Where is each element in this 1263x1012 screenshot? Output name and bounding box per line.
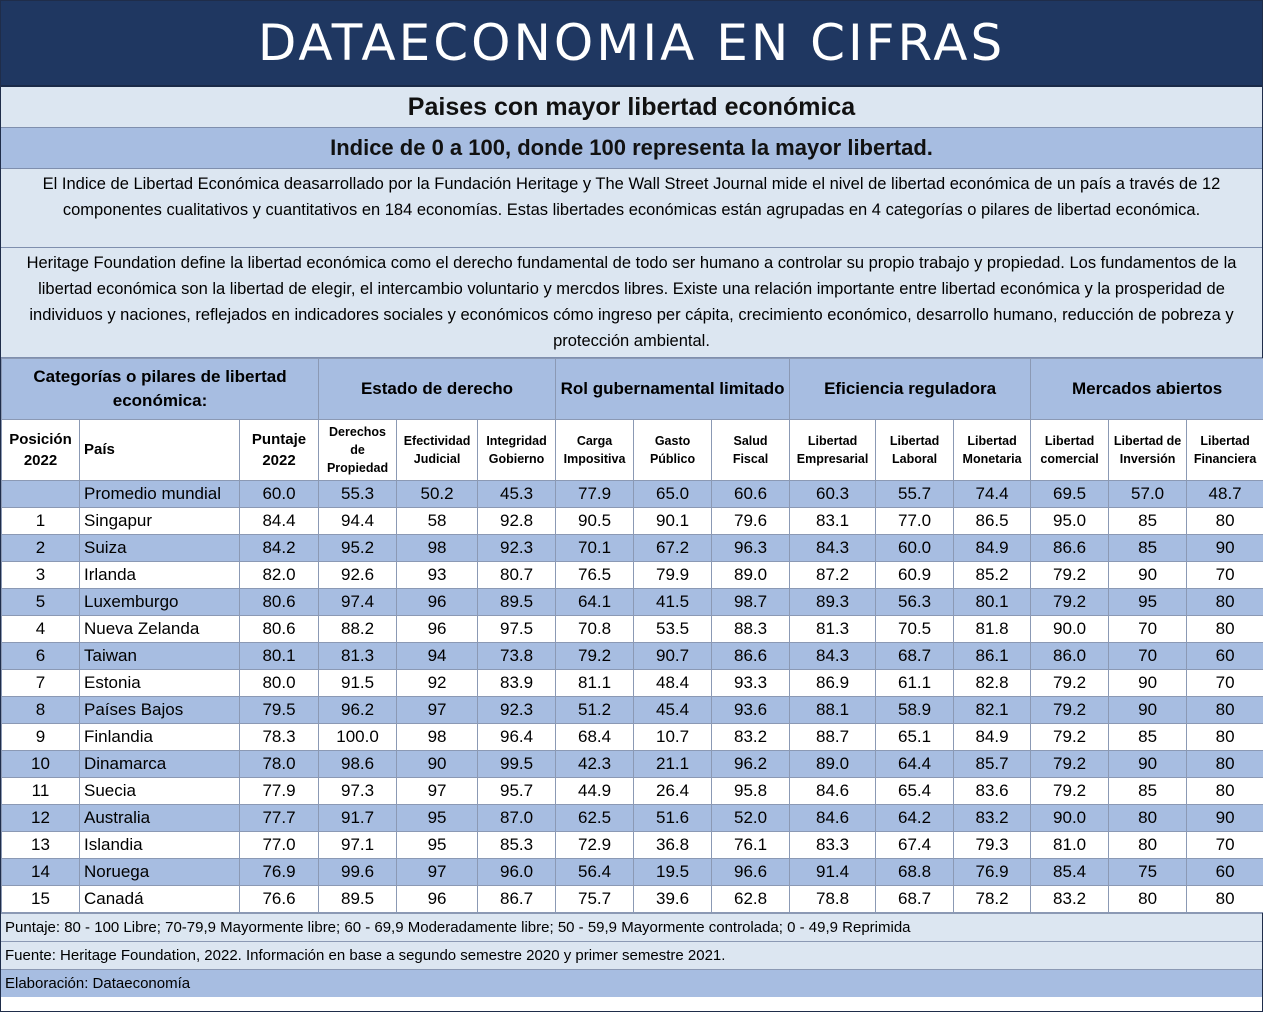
cell-fiscal: 89.0 — [712, 562, 790, 589]
cell-country: Nueva Zelanda — [80, 616, 240, 643]
cell-monetary: 85.7 — [954, 751, 1031, 778]
cell-investment: 95 — [1109, 589, 1187, 616]
cell-judicial: 98 — [397, 535, 478, 562]
cell-business: 88.1 — [790, 697, 876, 724]
col-country: País — [80, 420, 240, 481]
source-note: Fuente: Heritage Foundation, 2022. Información en base a segundo semestre 2020 y primer semestre 2021. — [1, 941, 1262, 969]
table-row — [2, 859, 1263, 886]
cell-fiscal: 62.8 — [712, 886, 790, 913]
cell-country: Noruega — [80, 859, 240, 886]
cell-fiscal: 96.3 — [712, 535, 790, 562]
table-row — [2, 562, 1263, 589]
cell-tax: 64.1 — [556, 589, 634, 616]
cell-labor: 64.2 — [876, 805, 954, 832]
cell-labor: 56.3 — [876, 589, 954, 616]
cell-fiscal: 93.3 — [712, 670, 790, 697]
cell-financial: 70 — [1187, 832, 1263, 859]
cell-judicial: 95 — [397, 832, 478, 859]
cell-judicial: 95 — [397, 805, 478, 832]
cell-trade: 83.2 — [1031, 886, 1109, 913]
table-row — [2, 805, 1263, 832]
cell-judicial: 90 — [397, 751, 478, 778]
cell-property: 55.3 — [319, 481, 397, 508]
cell-property: 96.2 — [319, 697, 397, 724]
col-business: Libertad Empresarial — [790, 420, 876, 481]
cell-labor: 58.9 — [876, 697, 954, 724]
cell-pos: 13 — [2, 832, 80, 859]
cell-integrity: 83.9 — [478, 670, 556, 697]
cell-score: 60.0 — [240, 481, 319, 508]
col-score: Puntaje 2022 — [240, 420, 319, 481]
cell-pos: 10 — [2, 751, 80, 778]
cell-property: 89.5 — [319, 886, 397, 913]
cell-judicial: 97 — [397, 697, 478, 724]
cell-investment: 80 — [1109, 886, 1187, 913]
cell-fiscal: 76.1 — [712, 832, 790, 859]
cell-investment: 85 — [1109, 778, 1187, 805]
col-integrity: Integridad Gobierno — [478, 420, 556, 481]
cell-pos: 2 — [2, 535, 80, 562]
cell-trade: 79.2 — [1031, 589, 1109, 616]
cell-score: 77.7 — [240, 805, 319, 832]
cell-tax: 68.4 — [556, 724, 634, 751]
table-row — [2, 724, 1263, 751]
cell-labor: 60.9 — [876, 562, 954, 589]
cell-country: Suecia — [80, 778, 240, 805]
cell-pos: 9 — [2, 724, 80, 751]
cell-investment: 90 — [1109, 697, 1187, 724]
cell-country: Taiwan — [80, 643, 240, 670]
cell-spending: 19.5 — [634, 859, 712, 886]
cell-trade: 95.0 — [1031, 508, 1109, 535]
cell-labor: 55.7 — [876, 481, 954, 508]
cell-trade: 81.0 — [1031, 832, 1109, 859]
cell-score: 80.0 — [240, 670, 319, 697]
cell-investment: 70 — [1109, 616, 1187, 643]
cell-investment: 90 — [1109, 751, 1187, 778]
cell-financial: 60 — [1187, 859, 1263, 886]
cell-labor: 68.7 — [876, 886, 954, 913]
cell-fiscal: 98.7 — [712, 589, 790, 616]
group-gov-size: Rol gubernamental limitado — [556, 359, 790, 420]
average-row — [2, 481, 1263, 508]
table-row — [2, 670, 1263, 697]
cell-integrity: 87.0 — [478, 805, 556, 832]
cell-property: 88.2 — [319, 616, 397, 643]
cell-labor: 77.0 — [876, 508, 954, 535]
col-financial: Libertad Financiera — [1187, 420, 1263, 481]
cell-business: 87.2 — [790, 562, 876, 589]
cell-trade: 79.2 — [1031, 778, 1109, 805]
credit-note: Elaboración: Dataeconomía — [1, 969, 1262, 997]
cell-monetary: 86.1 — [954, 643, 1031, 670]
cell-property: 98.6 — [319, 751, 397, 778]
cell-business: 88.7 — [790, 724, 876, 751]
col-fiscal: Salud Fiscal — [712, 420, 790, 481]
cell-business: 78.8 — [790, 886, 876, 913]
cell-score: 78.3 — [240, 724, 319, 751]
cell-business: 89.3 — [790, 589, 876, 616]
cell-spending: 45.4 — [634, 697, 712, 724]
page-subtitle: Indice de 0 a 100, donde 100 representa la mayor libertad. — [1, 128, 1262, 169]
col-investment: Libertad de Inversión — [1109, 420, 1187, 481]
cell-monetary: 76.9 — [954, 859, 1031, 886]
cell-score: 84.2 — [240, 535, 319, 562]
cell-spending: 48.4 — [634, 670, 712, 697]
cell-pos — [2, 481, 80, 508]
cell-property: 97.1 — [319, 832, 397, 859]
cell-judicial: 96 — [397, 616, 478, 643]
cell-financial: 80 — [1187, 589, 1263, 616]
cell-spending: 53.5 — [634, 616, 712, 643]
cell-property: 91.7 — [319, 805, 397, 832]
cell-judicial: 58 — [397, 508, 478, 535]
cell-business: 81.3 — [790, 616, 876, 643]
cell-score: 76.6 — [240, 886, 319, 913]
cell-monetary: 84.9 — [954, 724, 1031, 751]
cell-score: 82.0 — [240, 562, 319, 589]
cell-tax: 72.9 — [556, 832, 634, 859]
cell-integrity: 86.7 — [478, 886, 556, 913]
cell-spending: 90.7 — [634, 643, 712, 670]
table-row — [2, 589, 1263, 616]
cell-financial: 80 — [1187, 616, 1263, 643]
cell-pos: 8 — [2, 697, 80, 724]
cell-investment: 80 — [1109, 805, 1187, 832]
cell-labor: 68.8 — [876, 859, 954, 886]
cell-investment: 85 — [1109, 535, 1187, 562]
cell-property: 97.4 — [319, 589, 397, 616]
table-row — [2, 535, 1263, 562]
cell-integrity: 80.7 — [478, 562, 556, 589]
cell-fiscal: 52.0 — [712, 805, 790, 832]
cell-financial: 80 — [1187, 508, 1263, 535]
cell-financial: 60 — [1187, 643, 1263, 670]
cell-property: 97.3 — [319, 778, 397, 805]
cell-investment: 75 — [1109, 859, 1187, 886]
cell-trade: 85.4 — [1031, 859, 1109, 886]
cell-monetary: 78.2 — [954, 886, 1031, 913]
cell-tax: 51.2 — [556, 697, 634, 724]
group-pillars: Categorías o pilares de libertad económica: — [2, 359, 319, 420]
cell-labor: 65.1 — [876, 724, 954, 751]
table-row — [2, 616, 1263, 643]
cell-integrity: 92.8 — [478, 508, 556, 535]
cell-monetary: 74.4 — [954, 481, 1031, 508]
cell-country: Irlanda — [80, 562, 240, 589]
cell-investment: 85 — [1109, 724, 1187, 751]
cell-property: 99.6 — [319, 859, 397, 886]
cell-business: 84.3 — [790, 535, 876, 562]
cell-financial: 80 — [1187, 724, 1263, 751]
cell-spending: 41.5 — [634, 589, 712, 616]
col-tax: Carga Impositiva — [556, 420, 634, 481]
cell-country: Suiza — [80, 535, 240, 562]
cell-fiscal: 96.6 — [712, 859, 790, 886]
table-row — [2, 697, 1263, 724]
cell-investment: 80 — [1109, 832, 1187, 859]
cell-investment: 85 — [1109, 508, 1187, 535]
cell-tax: 77.9 — [556, 481, 634, 508]
cell-trade: 90.0 — [1031, 805, 1109, 832]
col-labor: Libertad Laboral — [876, 420, 954, 481]
cell-investment: 70 — [1109, 643, 1187, 670]
cell-country: Australia — [80, 805, 240, 832]
banner-title: DATAECONOMIA EN CIFRAS — [1, 1, 1262, 87]
cell-financial: 70 — [1187, 562, 1263, 589]
table-row — [2, 778, 1263, 805]
cell-tax: 79.2 — [556, 643, 634, 670]
cell-tax: 44.9 — [556, 778, 634, 805]
cell-integrity: 99.5 — [478, 751, 556, 778]
cell-trade: 79.2 — [1031, 751, 1109, 778]
table-row — [2, 886, 1263, 913]
cell-labor: 65.4 — [876, 778, 954, 805]
cell-tax: 70.8 — [556, 616, 634, 643]
cell-monetary: 82.8 — [954, 670, 1031, 697]
cell-monetary: 82.1 — [954, 697, 1031, 724]
cell-spending: 51.6 — [634, 805, 712, 832]
cell-pos: 3 — [2, 562, 80, 589]
cell-tax: 70.1 — [556, 535, 634, 562]
table-row — [2, 508, 1263, 535]
cell-pos: 5 — [2, 589, 80, 616]
cell-tax: 90.5 — [556, 508, 634, 535]
cell-monetary: 81.8 — [954, 616, 1031, 643]
cell-labor: 68.7 — [876, 643, 954, 670]
cell-pos: 14 — [2, 859, 80, 886]
cell-tax: 75.7 — [556, 886, 634, 913]
cell-investment: 57.0 — [1109, 481, 1187, 508]
cell-fiscal: 60.6 — [712, 481, 790, 508]
cell-spending: 36.8 — [634, 832, 712, 859]
cell-monetary: 86.5 — [954, 508, 1031, 535]
cell-business: 91.4 — [790, 859, 876, 886]
cell-fiscal: 95.8 — [712, 778, 790, 805]
cell-judicial: 97 — [397, 859, 478, 886]
cell-judicial: 98 — [397, 724, 478, 751]
cell-labor: 67.4 — [876, 832, 954, 859]
definition-paragraph: Heritage Foundation define la libertad económica como el derecho fundamental de todo ser humano a controlar su propio trabajo y propiedad. Los fundamentos de la libertad económica son la libertad de elegir, el intercambio voluntario y mercdos libres. Existe una relación importante entre libertad económica y la prosperidad de individuos y naciones, reflejados en indicadores sociales y económicos cómo ingreso per cápita, crecimiento económico, desarrollo humano, reducción de pobreza y protección ambiental. — [1, 248, 1262, 358]
col-monetary: Libertad Monetaria — [954, 420, 1031, 481]
cell-property: 94.4 — [319, 508, 397, 535]
cell-labor: 60.0 — [876, 535, 954, 562]
cell-fiscal: 86.6 — [712, 643, 790, 670]
cell-integrity: 92.3 — [478, 535, 556, 562]
cell-country: Estonia — [80, 670, 240, 697]
cell-fiscal: 96.2 — [712, 751, 790, 778]
cell-pos: 4 — [2, 616, 80, 643]
cell-fiscal: 83.2 — [712, 724, 790, 751]
cell-trade: 79.2 — [1031, 670, 1109, 697]
cell-business: 84.6 — [790, 805, 876, 832]
cell-tax: 62.5 — [556, 805, 634, 832]
cell-spending: 90.1 — [634, 508, 712, 535]
cell-score: 80.6 — [240, 589, 319, 616]
cell-trade: 79.2 — [1031, 697, 1109, 724]
col-judicial: Efectividad Judicial — [397, 420, 478, 481]
cell-judicial: 97 — [397, 778, 478, 805]
cell-judicial: 92 — [397, 670, 478, 697]
cell-country: Singapur — [80, 508, 240, 535]
cell-property: 81.3 — [319, 643, 397, 670]
cell-pos: 7 — [2, 670, 80, 697]
cell-spending: 21.1 — [634, 751, 712, 778]
cell-spending: 26.4 — [634, 778, 712, 805]
cell-monetary: 84.9 — [954, 535, 1031, 562]
cell-tax: 81.1 — [556, 670, 634, 697]
cell-fiscal: 79.6 — [712, 508, 790, 535]
cell-score: 84.4 — [240, 508, 319, 535]
cell-fiscal: 88.3 — [712, 616, 790, 643]
intro-paragraph: El Indice de Libertad Económica deasarrollado por la Fundación Heritage y The Wall Street Journal mide el nivel de libertad económica de un país a través de 12 componentes cualitativos y cuantitativos en 184 economías. Estas libertades económicas están agrupadas en 4 categorías o pilares de libertad económica. — [1, 169, 1262, 248]
cell-financial: 80 — [1187, 886, 1263, 913]
cell-business: 83.3 — [790, 832, 876, 859]
cell-spending: 10.7 — [634, 724, 712, 751]
cell-score: 76.9 — [240, 859, 319, 886]
cell-financial: 70 — [1187, 670, 1263, 697]
cell-score: 80.1 — [240, 643, 319, 670]
cell-integrity: 95.7 — [478, 778, 556, 805]
cell-judicial: 96 — [397, 589, 478, 616]
table-body — [2, 481, 1263, 913]
cell-financial: 80 — [1187, 697, 1263, 724]
page-title: Paises con mayor libertad económica — [1, 87, 1262, 128]
cell-pos: 15 — [2, 886, 80, 913]
cell-investment: 90 — [1109, 670, 1187, 697]
cell-monetary: 83.2 — [954, 805, 1031, 832]
cell-fiscal: 93.6 — [712, 697, 790, 724]
cell-investment: 90 — [1109, 562, 1187, 589]
cell-country: Promedio mundial — [80, 481, 240, 508]
cell-spending: 79.9 — [634, 562, 712, 589]
cell-financial: 80 — [1187, 778, 1263, 805]
cell-integrity: 45.3 — [478, 481, 556, 508]
cell-trade: 79.2 — [1031, 724, 1109, 751]
cell-score: 80.6 — [240, 616, 319, 643]
table-row — [2, 832, 1263, 859]
cell-tax: 56.4 — [556, 859, 634, 886]
cell-judicial: 94 — [397, 643, 478, 670]
cell-score: 78.0 — [240, 751, 319, 778]
cell-integrity: 85.3 — [478, 832, 556, 859]
cell-business: 83.1 — [790, 508, 876, 535]
group-rule-of-law: Estado de derecho — [319, 359, 556, 420]
cell-trade: 79.2 — [1031, 562, 1109, 589]
score-legend: Puntaje: 80 - 100 Libre; 70-79,9 Mayormente libre; 60 - 69,9 Moderadamente libre; 50 - 59,9 Mayormente controlada; 0 - 49,9 Reprimida — [1, 913, 1262, 941]
table-row — [2, 751, 1263, 778]
cell-judicial: 96 — [397, 886, 478, 913]
cell-tax: 42.3 — [556, 751, 634, 778]
cell-country: Canadá — [80, 886, 240, 913]
cell-country: Luxemburgo — [80, 589, 240, 616]
cell-monetary: 80.1 — [954, 589, 1031, 616]
cell-integrity: 97.5 — [478, 616, 556, 643]
cell-financial: 90 — [1187, 535, 1263, 562]
cell-pos: 1 — [2, 508, 80, 535]
col-spending: Gasto Público — [634, 420, 712, 481]
cell-integrity: 96.0 — [478, 859, 556, 886]
cell-business: 84.6 — [790, 778, 876, 805]
cell-monetary: 83.6 — [954, 778, 1031, 805]
table-row — [2, 643, 1263, 670]
cell-business: 60.3 — [790, 481, 876, 508]
col-trade: Libertad comercial — [1031, 420, 1109, 481]
freedom-table — [1, 358, 1263, 913]
cell-monetary: 79.3 — [954, 832, 1031, 859]
cell-score: 77.9 — [240, 778, 319, 805]
cell-labor: 64.4 — [876, 751, 954, 778]
col-position: Posición 2022 — [2, 420, 80, 481]
cell-tax: 76.5 — [556, 562, 634, 589]
cell-pos: 12 — [2, 805, 80, 832]
cell-integrity: 73.8 — [478, 643, 556, 670]
cell-country: Países Bajos — [80, 697, 240, 724]
cell-monetary: 85.2 — [954, 562, 1031, 589]
cell-property: 92.6 — [319, 562, 397, 589]
cell-judicial: 50.2 — [397, 481, 478, 508]
cell-integrity: 96.4 — [478, 724, 556, 751]
cell-score: 77.0 — [240, 832, 319, 859]
cell-country: Dinamarca — [80, 751, 240, 778]
cell-trade: 69.5 — [1031, 481, 1109, 508]
group-regulatory: Eficiencia reguladora — [790, 359, 1031, 420]
cell-score: 79.5 — [240, 697, 319, 724]
cell-integrity: 92.3 — [478, 697, 556, 724]
cell-labor: 61.1 — [876, 670, 954, 697]
cell-spending: 39.6 — [634, 886, 712, 913]
cell-spending: 65.0 — [634, 481, 712, 508]
cell-business: 86.9 — [790, 670, 876, 697]
cell-judicial: 93 — [397, 562, 478, 589]
cell-trade: 90.0 — [1031, 616, 1109, 643]
col-property: Derechos de Propiedad — [319, 420, 397, 481]
cell-pos: 6 — [2, 643, 80, 670]
cell-business: 89.0 — [790, 751, 876, 778]
cell-pos: 11 — [2, 778, 80, 805]
cell-trade: 86.0 — [1031, 643, 1109, 670]
cell-property: 95.2 — [319, 535, 397, 562]
cell-integrity: 89.5 — [478, 589, 556, 616]
cell-trade: 86.6 — [1031, 535, 1109, 562]
cell-business: 84.3 — [790, 643, 876, 670]
group-open-markets: Mercados abiertos — [1031, 359, 1263, 420]
cell-property: 91.5 — [319, 670, 397, 697]
cell-property: 100.0 — [319, 724, 397, 751]
cell-spending: 67.2 — [634, 535, 712, 562]
cell-country: Finlandia — [80, 724, 240, 751]
cell-financial: 48.7 — [1187, 481, 1263, 508]
cell-financial: 90 — [1187, 805, 1263, 832]
cell-labor: 70.5 — [876, 616, 954, 643]
cell-country: Islandia — [80, 832, 240, 859]
cell-financial: 80 — [1187, 751, 1263, 778]
